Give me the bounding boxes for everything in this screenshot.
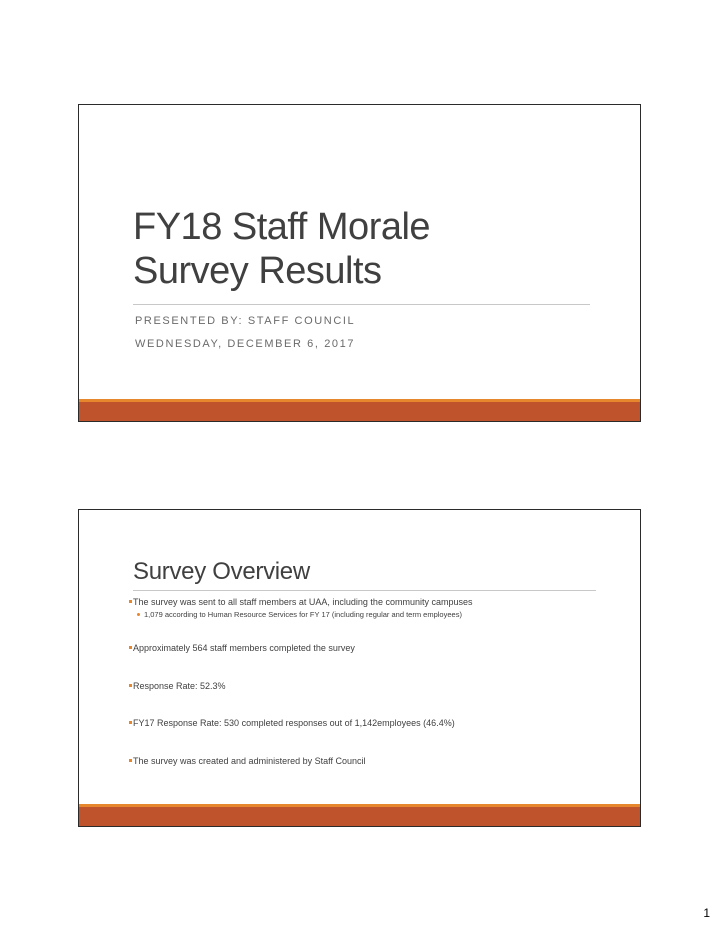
bullet-item <box>129 681 226 691</box>
title-line-2: Survey Results <box>133 250 382 292</box>
overview-slide <box>78 509 641 827</box>
square-bullet-icon <box>129 684 132 687</box>
footer-accent-stripe <box>79 804 640 807</box>
title-divider <box>133 304 590 305</box>
bullet-item <box>129 756 365 766</box>
square-bullet-icon <box>129 759 132 762</box>
presenter-subtitle: PRESENTED BY: STAFF COUNCIL <box>135 315 356 327</box>
page-number: 1 <box>703 906 710 920</box>
slide-title <box>133 205 603 293</box>
slide-footer-bar <box>79 399 640 421</box>
sub-bullet-item <box>137 610 462 619</box>
slide-title: Survey Overview <box>133 558 310 585</box>
bullet-item <box>129 597 472 607</box>
title-slide <box>78 104 641 422</box>
footer-accent-stripe <box>79 399 640 402</box>
round-bullet-icon <box>137 613 140 616</box>
square-bullet-icon <box>129 721 132 724</box>
bullet-text: FY17 Response Rate: 530 completed responses out of 1,142employees (46.4%) <box>133 718 455 728</box>
bullet-item <box>129 718 455 728</box>
square-bullet-icon <box>129 646 132 649</box>
bullet-text: The survey was sent to all staff members at UAA, including the community campuses <box>133 597 473 607</box>
bullet-item <box>129 643 355 653</box>
title-divider <box>133 590 596 591</box>
slide-footer-bar <box>79 804 640 826</box>
title-line-1: FY18 Staff Morale <box>133 206 431 248</box>
square-bullet-icon <box>129 600 132 603</box>
sub-bullet-text: 1,079 according to Human Resource Services for FY 17 (including regular and term employees) <box>144 610 462 619</box>
bullet-text: The survey was created and administered by Staff Council <box>133 756 366 766</box>
date-subtitle: WEDNESDAY, DECEMBER 6, 2017 <box>135 338 356 350</box>
bullet-text: Approximately 564 staff members completed the survey <box>133 643 355 653</box>
bullet-text: Response Rate: 52.3% <box>133 681 226 691</box>
